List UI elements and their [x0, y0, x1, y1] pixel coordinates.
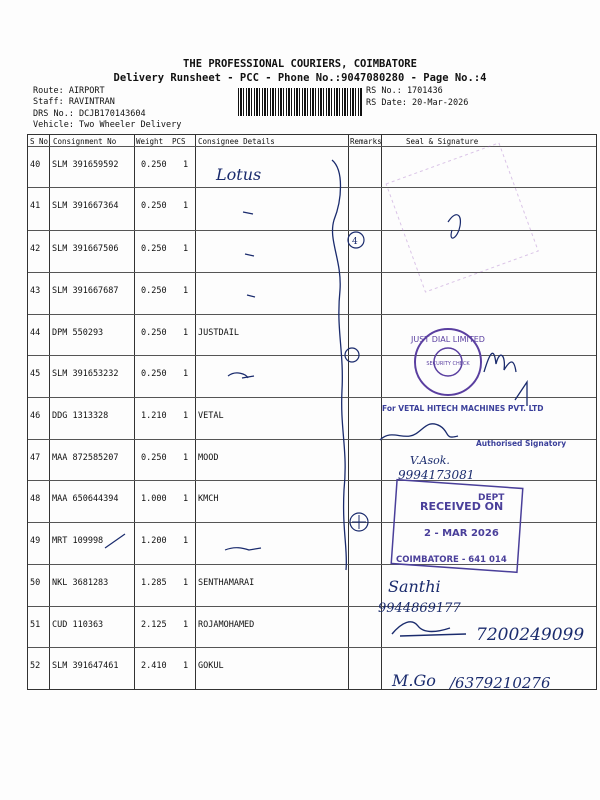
staff-label: Staff: RAVINTRAN: [33, 97, 115, 107]
cell-sno: 49: [30, 536, 41, 546]
cell-name: SENTHAMARAI: [198, 578, 255, 588]
cell-wt: 1.210: [141, 411, 167, 421]
cell-name: MOOD: [198, 453, 219, 463]
cell-sno: 51: [30, 620, 41, 630]
cell-pcs: 1: [183, 244, 189, 254]
cell-cno: SLM 391667506: [52, 244, 119, 254]
col-sno: S No: [30, 137, 49, 146]
cell-cno: NKL 3681283: [52, 578, 109, 588]
cell-sno: 45: [30, 369, 41, 379]
svg-text:SECURITY CHECK: SECURITY CHECK: [426, 361, 470, 367]
cell-cno: MAA 650644394: [52, 494, 119, 504]
received-stamp: [391, 480, 523, 573]
cell-cno: DDG 1313328: [52, 411, 109, 421]
cell-name: ROJAMOHAMED: [198, 620, 255, 630]
handwritten-name-52: M.Go: [392, 671, 436, 690]
handwritten-name-50: Santhi: [388, 577, 441, 596]
cell-pcs: 1: [183, 578, 189, 588]
cell-cno: SLM 391647461: [52, 661, 119, 671]
handwritten-phone-50: 9944869177: [378, 601, 461, 616]
cell-sno: 42: [30, 244, 41, 254]
cell-wt: 0.250: [141, 328, 167, 338]
cell-pcs: 1: [183, 453, 189, 463]
cell-wt: 0.250: [141, 369, 167, 379]
cell-wt: 1.200: [141, 536, 167, 546]
cell-wt: 0.250: [141, 453, 167, 463]
route-label: Route: AIRPORT: [33, 86, 105, 96]
cell-wt: 2.125: [141, 620, 167, 630]
col-pcs: PCS: [172, 137, 186, 146]
svg-text:COIMBATORE - 641 014: COIMBATORE - 641 014: [396, 555, 507, 565]
company-title: THE PROFESSIONAL COURIERS, COIMBATORE: [183, 58, 417, 70]
cell-sno: 44: [30, 328, 41, 338]
col-remarks: Remarks: [350, 137, 382, 146]
svg-text:V.Asok.: V.Asok.: [410, 454, 450, 467]
cell-cno: SLM 391667364: [52, 201, 119, 211]
vetal-signatory: Authorised Signatory: [476, 439, 567, 448]
cell-pcs: 1: [183, 536, 189, 546]
cell-cno: DPM 550293: [52, 328, 104, 338]
cell-cno: SLM 391667687: [52, 286, 119, 296]
cell-cno: SLM 391653232: [52, 369, 119, 379]
cell-name: VETAL: [198, 411, 224, 421]
cell-wt: 0.250: [141, 201, 167, 211]
cell-pcs: 1: [183, 620, 189, 630]
cell-pcs: 1: [183, 286, 189, 296]
cell-sno: 46: [30, 411, 41, 421]
cell-pcs: 1: [183, 328, 189, 338]
cell-cno: MRT 109998: [52, 536, 104, 546]
cell-sno: 40: [30, 160, 41, 170]
cell-name: JUSTDAIL: [198, 328, 239, 338]
cell-name: KMCH: [198, 494, 219, 504]
cell-pcs: 1: [183, 494, 189, 504]
rs-number: RS No.: 1701436: [366, 86, 443, 96]
cell-sno: 43: [30, 286, 41, 296]
cell-sno: 41: [30, 201, 41, 211]
cell-sno: 47: [30, 453, 41, 463]
svg-text:2 - MAR 2026: 2 - MAR 2026: [424, 528, 499, 539]
col-consignment: Consignment No: [53, 137, 117, 146]
cell-cno: MAA 872585207: [52, 453, 119, 463]
svg-text:RECEIVED ON: RECEIVED ON: [420, 500, 504, 513]
cell-cno: SLM 391659592: [52, 160, 119, 170]
cell-pcs: 1: [183, 201, 189, 211]
col-consignee: Consignee Details: [198, 137, 275, 146]
drs-number: DRS No.: DCJB170143604: [33, 109, 146, 119]
svg-text:DEPT: DEPT: [478, 493, 505, 503]
cell-wt: 0.250: [141, 160, 167, 170]
handwritten-lotus: Lotus: [216, 165, 262, 184]
cell-wt: 1.000: [141, 494, 167, 504]
col-weight: Weight: [136, 137, 164, 146]
cell-cno: CUD 110363: [52, 620, 104, 630]
cell-wt: 1.285: [141, 578, 167, 588]
rs-date: RS Date: 20-Mar-2026: [366, 98, 469, 108]
svg-text:4: 4: [352, 237, 358, 247]
cell-wt: 0.250: [141, 286, 167, 296]
cell-pcs: 1: [183, 160, 189, 170]
handwritten-phone-47: 9994173081: [398, 468, 475, 482]
cell-pcs: 1: [183, 661, 189, 671]
col-seal: Seal & Signature: [406, 137, 479, 146]
cell-pcs: 1: [183, 369, 189, 379]
handwritten-phone-52: /6379210276: [450, 674, 551, 692]
justdial-seal: [410, 329, 485, 395]
cell-sno: 48: [30, 494, 41, 504]
cell-wt: 2.410: [141, 661, 167, 671]
handwritten-phone-51: 7200249099: [476, 625, 585, 645]
runsheet-subtitle: Delivery Runsheet - PCC - Phone No.:9047080280 - Page No.:4: [113, 72, 487, 84]
cell-sno: 52: [30, 661, 41, 671]
cell-sno: 50: [30, 578, 41, 588]
vetal-stamp: For VETAL HITECH MACHINES PVT. LTD: [382, 404, 544, 413]
cell-wt: 0.250: [141, 244, 167, 254]
cell-name: GOKUL: [198, 661, 224, 671]
vehicle-label: Vehicle: Two Wheeler Delivery: [33, 120, 182, 130]
svg-text:JUST DIAL LIMITED: JUST DIAL LIMITED: [411, 335, 485, 344]
cell-pcs: 1: [183, 411, 189, 421]
